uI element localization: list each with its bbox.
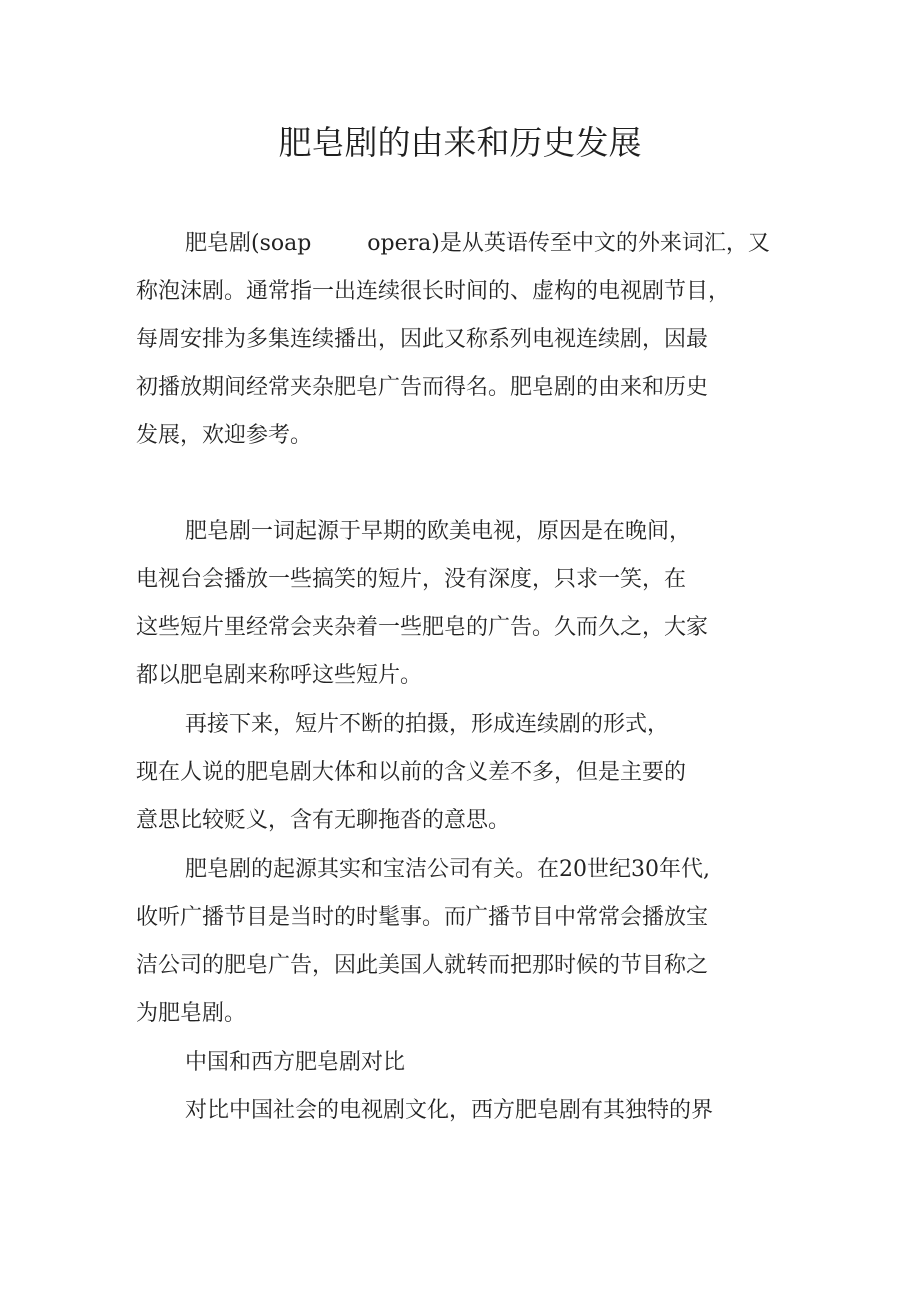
paragraph-line: 意思比较贬义，含有无聊拖沓的意思。 <box>136 808 511 833</box>
paragraph-line: 每周安排为多集连续播出，因此又称系列电视连续剧，因最 <box>136 327 709 352</box>
paragraph-line: 现在人说的肥皂剧大体和以前的含义差不多，但是主要的 <box>136 760 687 785</box>
paragraph-line: 肥皂剧一词起源于早期的欧美电视，原因是在晚间， <box>185 519 692 544</box>
paragraph-line: 为肥皂剧。 <box>136 1001 247 1026</box>
paragraph-line: 称泡沫剧。通常指一出连续很长时间的、虚构的电视剧节目， <box>136 279 731 304</box>
paragraph-line: 洁公司的肥皂广告，因此美国人就转而把那时候的节目称之 <box>136 953 709 978</box>
paragraph-line: 收听广播节目是当时的时髦事。而广播节目中常常会播放宝 <box>136 905 709 930</box>
section-heading: 中国和西方肥皂剧对比 <box>185 1050 406 1075</box>
paragraph-line: 初播放期间经常夹杂肥皂广告而得名。肥皂剧的由来和历史 <box>136 375 709 400</box>
paragraph-line: 发展，欢迎参考。 <box>136 423 313 448</box>
document-title: 肥皂剧的由来和历史发展 <box>278 123 642 162</box>
paragraph-line: 都以肥皂剧来称呼这些短片。 <box>136 663 423 688</box>
paragraph-line: 肥皂剧的起源其实和宝洁公司有关。在20世纪30年代, <box>185 857 710 882</box>
paragraph-line: 电视台会播放一些搞笑的短片，没有深度，只求一笑，在 <box>136 567 687 592</box>
paragraph-line: 对比中国社会的电视剧文化，西方肥皂剧有其独特的界 <box>185 1098 714 1123</box>
paragraph-line: 肥皂剧(soap opera)是从英语传至中文的外来词汇，又 <box>185 231 770 256</box>
paragraph-line: 这些短片里经常会夹杂着一些肥皂的广告。久而久之，大家 <box>136 615 709 640</box>
paragraph-line: 再接下来，短片不断的拍摄，形成连续剧的形式， <box>185 712 670 737</box>
